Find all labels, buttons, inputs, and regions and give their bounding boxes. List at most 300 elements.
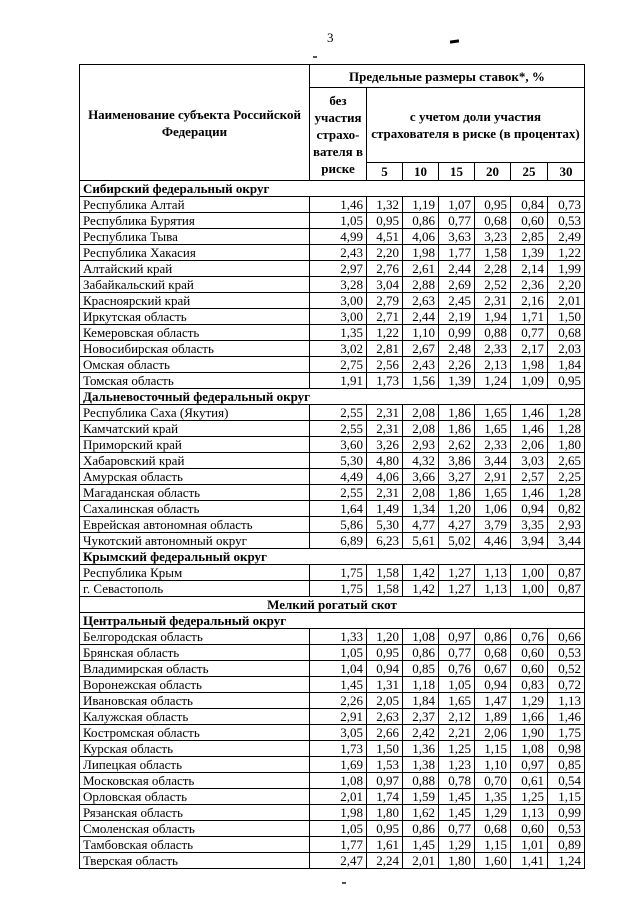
- rate-share-5: 2,63: [367, 709, 403, 725]
- rate-share-20: 2,33: [475, 341, 511, 357]
- rate-share-20: 1,65: [475, 421, 511, 437]
- rate-share-10: 2,88: [403, 277, 439, 293]
- subject-name: Республика Тыва: [80, 229, 310, 245]
- rate-no-participation: 4,99: [310, 229, 367, 245]
- rate-no-participation: 5,86: [310, 517, 367, 533]
- subject-name: Белгородская область: [80, 629, 310, 645]
- rate-no-participation: 3,00: [310, 309, 367, 325]
- rate-no-participation: 1,91: [310, 373, 367, 389]
- rate-share-30: 0,53: [548, 821, 585, 837]
- rate-no-participation: 1,69: [310, 757, 367, 773]
- rate-share-5: 1,58: [367, 565, 403, 581]
- rate-share-25: 2,17: [511, 341, 548, 357]
- rate-share-30: 3,44: [548, 533, 585, 549]
- rate-share-10: 2,93: [403, 437, 439, 453]
- table-row: [80, 581, 585, 597]
- rate-share-15: 1,86: [439, 485, 475, 501]
- rate-share-20: 1,24: [475, 373, 511, 389]
- rate-share-25: 1,00: [511, 581, 548, 597]
- rate-share-30: 2,65: [548, 453, 585, 469]
- rate-share-10: 1,34: [403, 501, 439, 517]
- rate-share-25: 1,41: [511, 853, 548, 869]
- table-row: [80, 293, 585, 309]
- table-row: [80, 709, 585, 725]
- rate-share-15: 5,02: [439, 533, 475, 549]
- subject-name: Рязанская область: [80, 805, 310, 821]
- rate-share-30: 1,84: [548, 357, 585, 373]
- subject-name: Приморский край: [80, 437, 310, 453]
- rate-share-20: 0,86: [475, 629, 511, 645]
- rate-share-15: 1,05: [439, 677, 475, 693]
- rate-share-15: 0,97: [439, 629, 475, 645]
- rate-share-20: 4,46: [475, 533, 511, 549]
- table-row: [80, 517, 585, 533]
- rate-no-participation: 3,05: [310, 725, 367, 741]
- rate-share-15: 2,69: [439, 277, 475, 293]
- rate-share-10: 1,36: [403, 741, 439, 757]
- rate-share-20: 1,35: [475, 789, 511, 805]
- rate-share-15: 1,07: [439, 197, 475, 213]
- rate-share-30: 1,15: [548, 789, 585, 805]
- rate-share-30: 0,68: [548, 325, 585, 341]
- rate-no-participation: 3,02: [310, 341, 367, 357]
- rate-share-20: 1,29: [475, 805, 511, 821]
- category-label: Мелкий рогатый скот: [80, 597, 585, 613]
- rate-share-25: 1,66: [511, 709, 548, 725]
- subject-name: Орловская область: [80, 789, 310, 805]
- rate-share-30: 2,93: [548, 517, 585, 533]
- subject-name: Омская область: [80, 357, 310, 373]
- rate-share-30: 0,98: [548, 741, 585, 757]
- rate-share-10: 2,67: [403, 341, 439, 357]
- rate-share-10: 4,77: [403, 517, 439, 533]
- rate-share-10: 2,44: [403, 309, 439, 325]
- table-row: [80, 757, 585, 773]
- rate-share-15: 1,20: [439, 501, 475, 517]
- rate-share-10: 2,01: [403, 853, 439, 869]
- table-row: [80, 533, 585, 549]
- share-header-10: 10: [403, 163, 439, 181]
- table-row: [80, 469, 585, 485]
- rate-share-15: 0,77: [439, 645, 475, 661]
- rate-share-5: 2,71: [367, 309, 403, 325]
- rate-share-20: 1,65: [475, 485, 511, 501]
- rate-share-25: 0,60: [511, 213, 548, 229]
- rate-share-15: 2,44: [439, 261, 475, 277]
- rate-share-15: 1,45: [439, 805, 475, 821]
- rate-no-participation: 1,08: [310, 773, 367, 789]
- subject-name: Забайкальский край: [80, 277, 310, 293]
- rate-share-5: 0,94: [367, 661, 403, 677]
- rate-share-20: 0,88: [475, 325, 511, 341]
- rate-no-participation: 2,01: [310, 789, 367, 805]
- rate-share-30: 0,53: [548, 645, 585, 661]
- rate-share-25: 3,94: [511, 533, 548, 549]
- rate-no-participation: 3,60: [310, 437, 367, 453]
- rate-no-participation: 2,75: [310, 357, 367, 373]
- district-row: [80, 613, 585, 629]
- rate-share-30: 1,46: [548, 709, 585, 725]
- table-row: [80, 453, 585, 469]
- table-header: [80, 65, 585, 181]
- rate-no-participation: 2,97: [310, 261, 367, 277]
- rate-share-25: 1,71: [511, 309, 548, 325]
- subject-name: Ивановская область: [80, 693, 310, 709]
- rate-share-5: 2,31: [367, 405, 403, 421]
- rate-share-30: 1,22: [548, 245, 585, 261]
- rate-no-participation: 1,64: [310, 501, 367, 517]
- district-row: [80, 181, 585, 197]
- rate-share-20: 0,68: [475, 213, 511, 229]
- rate-share-25: 0,84: [511, 197, 548, 213]
- rate-share-15: 1,39: [439, 373, 475, 389]
- table-row: [80, 373, 585, 389]
- rate-share-10: 4,06: [403, 229, 439, 245]
- rate-no-participation: 1,33: [310, 629, 367, 645]
- table-row: [80, 501, 585, 517]
- rate-share-25: 1,08: [511, 741, 548, 757]
- rate-share-5: 1,74: [367, 789, 403, 805]
- table-row: [80, 725, 585, 741]
- rate-no-participation: 1,45: [310, 677, 367, 693]
- rate-share-15: 2,45: [439, 293, 475, 309]
- rate-share-10: 2,63: [403, 293, 439, 309]
- rate-share-15: 1,80: [439, 853, 475, 869]
- rate-share-20: 0,68: [475, 821, 511, 837]
- scan-mark: [450, 39, 459, 43]
- rate-share-15: 2,26: [439, 357, 475, 373]
- table-row: [80, 773, 585, 789]
- rate-share-15: 0,99: [439, 325, 475, 341]
- rate-share-10: 2,37: [403, 709, 439, 725]
- rate-share-15: 1,77: [439, 245, 475, 261]
- subject-name: Алтайский край: [80, 261, 310, 277]
- rate-no-participation: 1,75: [310, 581, 367, 597]
- rate-share-10: 1,62: [403, 805, 439, 821]
- rate-share-20: 2,31: [475, 293, 511, 309]
- rate-share-10: 4,32: [403, 453, 439, 469]
- rate-share-5: 4,51: [367, 229, 403, 245]
- rate-share-30: 0,82: [548, 501, 585, 517]
- rate-share-5: 3,04: [367, 277, 403, 293]
- rate-share-30: 0,87: [548, 565, 585, 581]
- rate-share-10: 1,84: [403, 693, 439, 709]
- rate-share-10: 1,38: [403, 757, 439, 773]
- table-row: [80, 309, 585, 325]
- rate-share-5: 0,97: [367, 773, 403, 789]
- rate-share-30: 1,13: [548, 693, 585, 709]
- rate-share-20: 1,60: [475, 853, 511, 869]
- rate-no-participation: 1,05: [310, 821, 367, 837]
- subject-name: Республика Крым: [80, 565, 310, 581]
- rate-share-5: 2,05: [367, 693, 403, 709]
- rate-share-20: 2,28: [475, 261, 511, 277]
- table-row: [80, 325, 585, 341]
- district-label: Центральный федеральный округ: [80, 613, 585, 629]
- rate-share-15: 2,21: [439, 725, 475, 741]
- rate-share-5: 1,31: [367, 677, 403, 693]
- rate-share-20: 2,91: [475, 469, 511, 485]
- table-row: [80, 213, 585, 229]
- rate-share-15: 2,19: [439, 309, 475, 325]
- subject-name: Смоленская область: [80, 821, 310, 837]
- rate-share-5: 2,81: [367, 341, 403, 357]
- rate-share-25: 1,46: [511, 405, 548, 421]
- subject-name: Магаданская область: [80, 485, 310, 501]
- rate-share-5: 4,06: [367, 469, 403, 485]
- rate-share-25: 1,25: [511, 789, 548, 805]
- rate-share-10: 1,56: [403, 373, 439, 389]
- table-row: [80, 565, 585, 581]
- rate-share-25: 3,03: [511, 453, 548, 469]
- table-body: [80, 181, 585, 869]
- rate-share-25: 0,60: [511, 645, 548, 661]
- table-row: [80, 645, 585, 661]
- rate-share-10: 0,86: [403, 213, 439, 229]
- rate-no-participation: 2,26: [310, 693, 367, 709]
- rate-limits-header: Предельные размеры ставок*, %: [310, 65, 585, 88]
- rate-share-20: 1,06: [475, 501, 511, 517]
- subject-name: Тамбовская область: [80, 837, 310, 853]
- rate-no-participation: 2,55: [310, 485, 367, 501]
- rate-share-25: 1,00: [511, 565, 548, 581]
- rate-share-20: 2,52: [475, 277, 511, 293]
- subject-name: Владимирская область: [80, 661, 310, 677]
- rate-share-15: 3,86: [439, 453, 475, 469]
- rate-share-30: 1,75: [548, 725, 585, 741]
- rate-no-participation: 5,30: [310, 453, 367, 469]
- subject-name: Республика Хакасия: [80, 245, 310, 261]
- district-row: [80, 389, 585, 405]
- rate-share-25: 1,98: [511, 357, 548, 373]
- rate-share-10: 1,19: [403, 197, 439, 213]
- rate-share-30: 0,87: [548, 581, 585, 597]
- page-number: 3: [327, 30, 334, 45]
- rate-share-25: 0,77: [511, 325, 548, 341]
- table-row: [80, 197, 585, 213]
- rate-share-10: 0,86: [403, 645, 439, 661]
- table-row: [80, 357, 585, 373]
- rate-share-25: 1,46: [511, 421, 548, 437]
- rate-share-5: 1,53: [367, 757, 403, 773]
- rate-share-25: 1,01: [511, 837, 548, 853]
- rate-share-5: 3,26: [367, 437, 403, 453]
- table-row: [80, 341, 585, 357]
- rate-share-25: 1,39: [511, 245, 548, 261]
- district-label: Дальневосточный федеральный округ: [80, 389, 585, 405]
- subject-name: г. Севастополь: [80, 581, 310, 597]
- rate-share-20: 1,89: [475, 709, 511, 725]
- rate-share-5: 4,80: [367, 453, 403, 469]
- rate-share-25: 2,14: [511, 261, 548, 277]
- subject-name: Кемеровская область: [80, 325, 310, 341]
- rate-share-25: 1,29: [511, 693, 548, 709]
- rate-share-25: 2,85: [511, 229, 548, 245]
- rate-share-15: 1,86: [439, 405, 475, 421]
- rate-share-5: 2,79: [367, 293, 403, 309]
- subject-name: Республика Алтай: [80, 197, 310, 213]
- rate-share-30: 2,01: [548, 293, 585, 309]
- rate-share-20: 1,15: [475, 741, 511, 757]
- participation-share-header: с учетом доли участия страхователя в риске (в процентах): [367, 88, 585, 163]
- rate-share-20: 1,13: [475, 565, 511, 581]
- rate-share-20: 0,94: [475, 677, 511, 693]
- subject-name: Республика Саха (Якутия): [80, 405, 310, 421]
- subject-name: Липецкая область: [80, 757, 310, 773]
- rate-share-20: 2,33: [475, 437, 511, 453]
- rate-share-15: 0,77: [439, 213, 475, 229]
- rate-no-participation: 3,00: [310, 293, 367, 309]
- subject-name: Чукотский автономный округ: [80, 533, 310, 549]
- table-row: [80, 245, 585, 261]
- subject-name: Амурская область: [80, 469, 310, 485]
- rate-share-10: 2,42: [403, 725, 439, 741]
- rate-share-30: 1,99: [548, 261, 585, 277]
- table-row: [80, 277, 585, 293]
- rate-share-25: 0,60: [511, 821, 548, 837]
- rate-share-5: 2,76: [367, 261, 403, 277]
- rate-no-participation: 1,75: [310, 565, 367, 581]
- table-row: [80, 229, 585, 245]
- rate-share-10: 1,18: [403, 677, 439, 693]
- table-row: [80, 821, 585, 837]
- rate-share-20: 3,23: [475, 229, 511, 245]
- rate-share-20: 0,67: [475, 661, 511, 677]
- share-header-25: 25: [511, 163, 548, 181]
- table-row: [80, 837, 585, 853]
- rate-share-25: 1,09: [511, 373, 548, 389]
- rate-share-10: 5,61: [403, 533, 439, 549]
- rate-share-15: 1,23: [439, 757, 475, 773]
- table-row: [80, 853, 585, 869]
- table-row: [80, 741, 585, 757]
- rate-share-25: 0,60: [511, 661, 548, 677]
- subject-name: Воронежская область: [80, 677, 310, 693]
- rate-no-participation: 2,55: [310, 405, 367, 421]
- category-row: [80, 597, 585, 613]
- rate-share-5: 1,50: [367, 741, 403, 757]
- table-row: [80, 437, 585, 453]
- share-header-20: 20: [475, 163, 511, 181]
- rate-share-5: 2,24: [367, 853, 403, 869]
- subject-name: Тверская область: [80, 853, 310, 869]
- rate-share-5: 1,22: [367, 325, 403, 341]
- rate-share-5: 2,31: [367, 485, 403, 501]
- rate-share-25: 1,13: [511, 805, 548, 821]
- rate-share-10: 1,42: [403, 565, 439, 581]
- rate-share-15: 1,25: [439, 741, 475, 757]
- subject-name: Красноярский край: [80, 293, 310, 309]
- rate-share-5: 1,73: [367, 373, 403, 389]
- rate-share-15: 1,65: [439, 693, 475, 709]
- rate-share-20: 0,68: [475, 645, 511, 661]
- rate-share-25: 2,57: [511, 469, 548, 485]
- rate-share-30: 0,72: [548, 677, 585, 693]
- rate-share-25: 0,94: [511, 501, 548, 517]
- rate-share-25: 0,61: [511, 773, 548, 789]
- table-row: [80, 693, 585, 709]
- subject-name: Иркутская область: [80, 309, 310, 325]
- rate-no-participation: 2,43: [310, 245, 367, 261]
- table-row: [80, 485, 585, 501]
- rate-share-25: 0,83: [511, 677, 548, 693]
- rate-share-10: 1,42: [403, 581, 439, 597]
- rate-share-15: 1,27: [439, 581, 475, 597]
- rate-share-5: 1,49: [367, 501, 403, 517]
- rate-share-30: 0,52: [548, 661, 585, 677]
- rate-share-20: 2,13: [475, 357, 511, 373]
- rate-share-30: 1,28: [548, 405, 585, 421]
- rate-share-5: 0,95: [367, 213, 403, 229]
- rate-share-15: 1,86: [439, 421, 475, 437]
- rate-share-30: 0,95: [548, 373, 585, 389]
- rate-share-20: 1,47: [475, 693, 511, 709]
- scan-speck-bottom: [342, 882, 346, 884]
- rate-share-20: 1,13: [475, 581, 511, 597]
- rate-share-25: 1,46: [511, 485, 548, 501]
- rate-share-25: 2,06: [511, 437, 548, 453]
- rate-share-30: 1,24: [548, 853, 585, 869]
- district-label: Крымский федеральный округ: [80, 549, 585, 565]
- rate-share-15: 1,45: [439, 789, 475, 805]
- table-row: [80, 661, 585, 677]
- rate-share-20: 0,95: [475, 197, 511, 213]
- share-header-15: 15: [439, 163, 475, 181]
- rate-share-5: 2,31: [367, 421, 403, 437]
- district-row: [80, 549, 585, 565]
- subject-name: Костромская область: [80, 725, 310, 741]
- rate-share-5: 1,20: [367, 629, 403, 645]
- rate-share-15: 0,78: [439, 773, 475, 789]
- rate-share-30: 0,85: [548, 757, 585, 773]
- rate-share-5: 1,80: [367, 805, 403, 821]
- rate-share-20: 3,44: [475, 453, 511, 469]
- rate-share-30: 0,89: [548, 837, 585, 853]
- rate-share-10: 2,08: [403, 421, 439, 437]
- subject-name: Еврейская автономная область: [80, 517, 310, 533]
- rate-share-5: 1,58: [367, 581, 403, 597]
- rate-share-5: 1,32: [367, 197, 403, 213]
- rate-share-10: 0,88: [403, 773, 439, 789]
- rate-share-30: 0,54: [548, 773, 585, 789]
- subject-name: Томская область: [80, 373, 310, 389]
- rate-share-5: 0,95: [367, 821, 403, 837]
- rate-share-20: 1,10: [475, 757, 511, 773]
- subject-name: Брянская область: [80, 645, 310, 661]
- rate-share-20: 0,70: [475, 773, 511, 789]
- subject-name: Сахалинская область: [80, 501, 310, 517]
- rate-share-15: 3,27: [439, 469, 475, 485]
- rate-share-30: 0,53: [548, 213, 585, 229]
- rate-no-participation: 1,35: [310, 325, 367, 341]
- rate-no-participation: 2,47: [310, 853, 367, 869]
- subject-name: Республика Бурятия: [80, 213, 310, 229]
- rate-no-participation: 1,04: [310, 661, 367, 677]
- rate-share-30: 0,66: [548, 629, 585, 645]
- rate-share-25: 0,76: [511, 629, 548, 645]
- rate-share-30: 0,73: [548, 197, 585, 213]
- rate-no-participation: 1,98: [310, 805, 367, 821]
- rate-share-10: 1,10: [403, 325, 439, 341]
- subject-name: Камчатский край: [80, 421, 310, 437]
- rate-share-30: 2,25: [548, 469, 585, 485]
- rate-share-15: 3,63: [439, 229, 475, 245]
- rate-share-10: 1,59: [403, 789, 439, 805]
- rate-share-15: 0,77: [439, 821, 475, 837]
- table-row: [80, 677, 585, 693]
- rate-share-15: 2,62: [439, 437, 475, 453]
- subject-name: Хабаровский край: [80, 453, 310, 469]
